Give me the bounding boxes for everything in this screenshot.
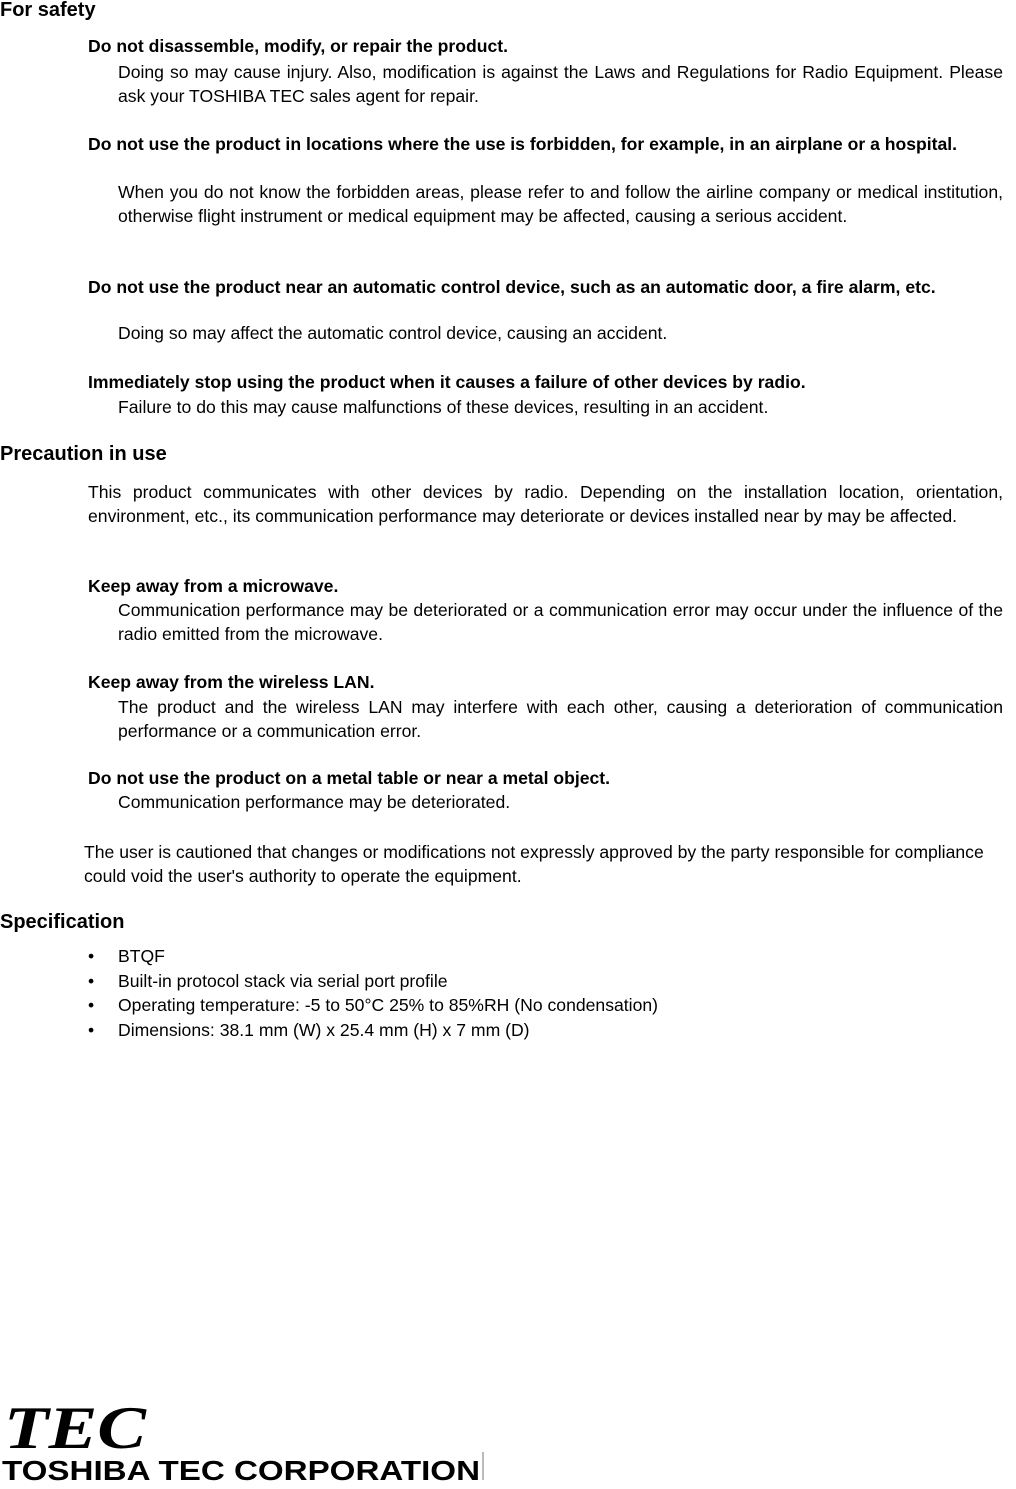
toshiba-tec-logo [0,1400,490,1489]
spec-item: • Built-in protocol stack via serial port profile [88,969,658,994]
safety-item-2-body: When you do not know the forbidden areas, please refer to and follow the airline company or medical institution, otherwise flight instrument or medical equipment may be affected, causing a serious accident. [118,182,1003,226]
specification-list [88,944,658,1042]
precaution-item-1-title: Keep away from a microwave. [88,576,339,596]
spec-item: • BTQF [88,944,658,969]
bullet-icon: • [88,946,95,966]
spec-item: • Operating temperature: -5 to 50°C 25% to 85%RH (No condensation) [88,993,658,1018]
bullet-icon: • [88,995,95,1016]
tec-wordmark: TEC [4,1400,148,1461]
safety-item-4-body: Failure to do this may cause malfunctions of these devices, resulting in an accident. [118,397,769,417]
safety-item-1-title: Do not disassemble, modify, or repair the product. [88,36,509,56]
precaution-item-2-title: Keep away from the wireless LAN. [88,672,375,692]
bullet-icon: • [88,1019,95,1040]
safety-item-3-body: Doing so may affect the automatic control device, causing an accident. [118,323,668,343]
logo-divider [482,1452,484,1480]
safety-item-3-title: Do not use the product near an automatic control device, such as an automatic door, a fire alarm, etc. [88,277,936,297]
specification-heading: Specification [0,911,125,933]
bullet-icon: • [88,970,95,991]
safety-item-4-title: Immediately stop using the product when it causes a failure of other devices by radio. [88,372,806,392]
company-wordmark: TOSHIBA TEC CORPORATION [2,1455,480,1484]
precaution-intro: This product communicates with other devices by radio. Depending on the installation location, orientation, environment, etc., its communication performance may deteriorate or devices installed near by may be affected. [88,482,1003,526]
tec-logo-mark [0,1400,490,1484]
precaution-item-3-title: Do not use the product on a metal table or near a metal object. [88,768,611,788]
precaution-item-3-body: Communication performance may be deteriorated. [118,792,511,812]
spec-item: • Dimensions: 38.1 mm (W) x 25.4 mm (H) x 7 mm (D) [88,1018,658,1043]
precaution-heading: Precaution in use [0,443,167,465]
safety-item-1-body: Doing so may cause injury. Also, modification is against the Laws and Regulations for Radio Equipment. Please ask your TOSHIBA TEC sales agent for repair. [118,62,1003,106]
precaution-item-1-body: Communication performance may be deteriorated or a communication error may occur under the influence of the radio emitted from the microwave. [118,600,1003,644]
precaution-item-2-body: The product and the wireless LAN may interfere with each other, causing a deterioration of communication performance or a communication error. [118,697,1003,741]
for-safety-heading: For safety [0,0,96,21]
safety-item-2-title: Do not use the product in locations where the use is forbidden, for example, in an airplane or a hospital. [88,134,958,154]
fcc-caution-text: The user is cautioned that changes or modifications not expressly approved by the party responsible for compliance could void the user's authority to operate the equipment. [84,842,984,886]
